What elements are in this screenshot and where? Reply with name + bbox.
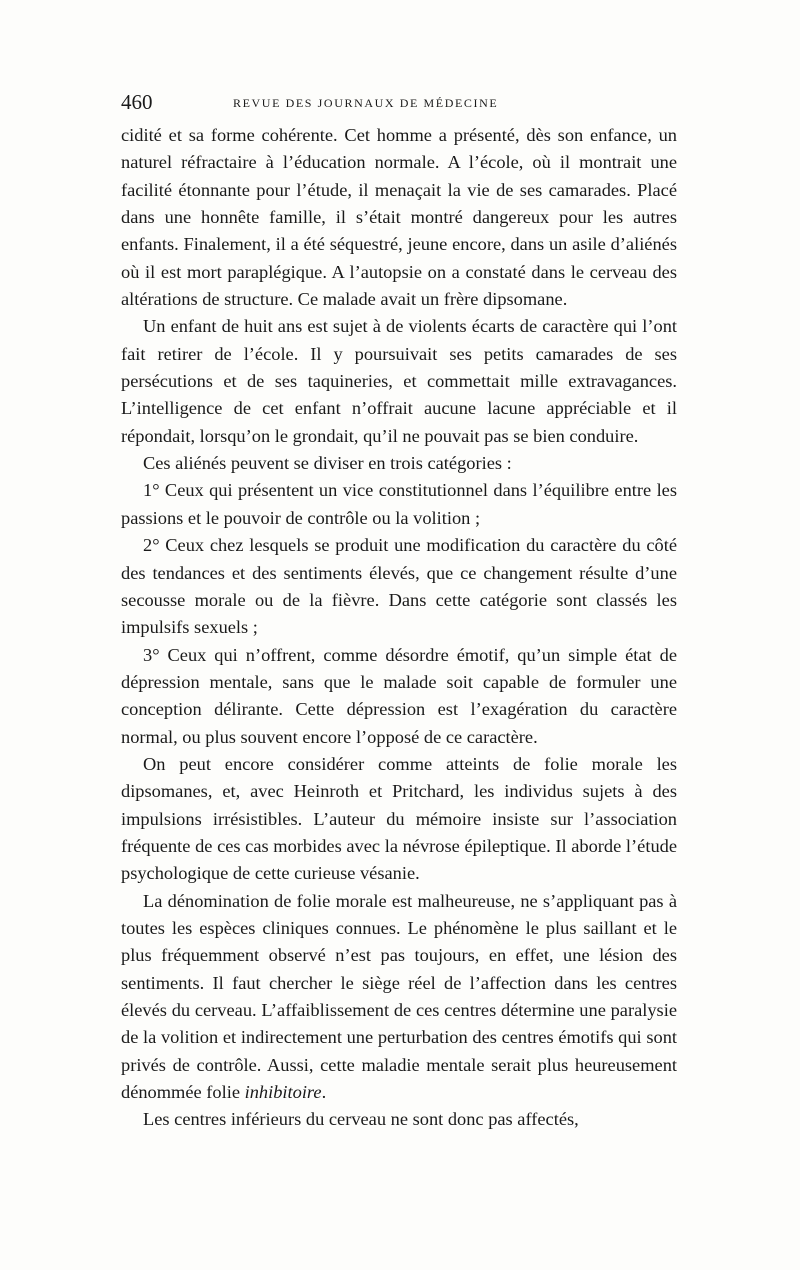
paragraph xyxy=(121,888,677,1107)
paragraph: cidité et sa forme cohérente. Cet homme a présenté, dès son enfance, un naturel réfractaire à l’éducation normale. A l’école, où il montrait une facilité étonnante pour l’étude, il menaçait la vie de ses camarades. Placé dans une honnête famille, il s’était montré dangereux pour les autres enfants. Finalement, il a été séquestré, jeune encore, dans un asile d’aliénés où il est mort paraplégique. A l’autopsie on a constaté dans le cerveau des altérations de structure. Ce malade avait un frère dipsomane. xyxy=(121,125,677,310)
book-page xyxy=(121,90,677,1134)
page-header xyxy=(121,90,677,118)
paragraph: Les centres inférieurs du cerveau ne sont donc pas affectés, xyxy=(143,1109,579,1130)
paragraph: 3° Ceux qui n’offrent, comme désordre émotif, qu’un simple état de dépression mentale, sans que le malade soit capable de formuler une conception délirante. Cette dépression est l’exagération du caractère normal, ou plus souvent encore l’opposé de ce caractère. xyxy=(121,644,677,747)
paragraph-end: . xyxy=(321,1082,327,1103)
paragraph: 2° Ceux chez lesquels se produit une modification du caractère du côté des tendances et des sentiments élevés, que ce changement résulte d’une secousse morale ou de la fièvre. Dans cette catégorie sont classés les impulsifs sexuels ; xyxy=(121,535,677,638)
paragraph: Un enfant de huit ans est sujet à de violents écarts de caractère qui l’ont fait retirer de l’école. Il y poursuivait ses petits camarades de ses persécutions et de ses taquineries, et commettait mille extravagances. L’intelligence de cet enfant n’offrait aucune lacune appréciable et il répondait, lorsqu’on le grondait, qu’il ne pouvait pas se bien conduire. xyxy=(121,316,677,446)
paragraph: Ces aliénés peuvent se diviser en trois catégories : xyxy=(143,453,512,474)
paragraph: On peut encore considérer comme atteints de folie morale les dipsomanes, et, avec Heinroth et Pritchard, les individus sujets à des impulsions irrésistibles. L’auteur du mémoire insiste sur l’association fréquente de ces cas morbides avec la névrose épileptique. Il aborde l’étude psychologique de cette curieuse vésanie. xyxy=(121,753,677,884)
paragraph: 1° Ceux qui présentent un vice constitutionnel dans l’équilibre entre les passions et le pouvoir de contrôle ou la volition ; xyxy=(121,480,677,528)
body-text xyxy=(121,122,677,1134)
italic-term: inhibitoire xyxy=(244,1082,322,1103)
running-head: REVUE DES JOURNAUX DE MÉDECINE xyxy=(233,96,499,110)
paragraph-text: La dénomination de folie morale est malheureuse, ne s’appliquant pas à toutes les espèces cliniques connues. Le phénomène le plus saillant et le plus fréquemment observé n’est pas toujours, en effet, une lésion des sentiments. Il faut chercher le siège réel de l’affection dans les centres élevés du cerveau. L’affaiblissement de ces centres détermine une paralysie de la volition et indirectement une perturbation des centres émotifs qui sont privés de contrôle. Aussi, cette maladie mentale serait plus heureusement dénommée folie xyxy=(121,890,677,1103)
page-number: 460 xyxy=(121,90,153,114)
